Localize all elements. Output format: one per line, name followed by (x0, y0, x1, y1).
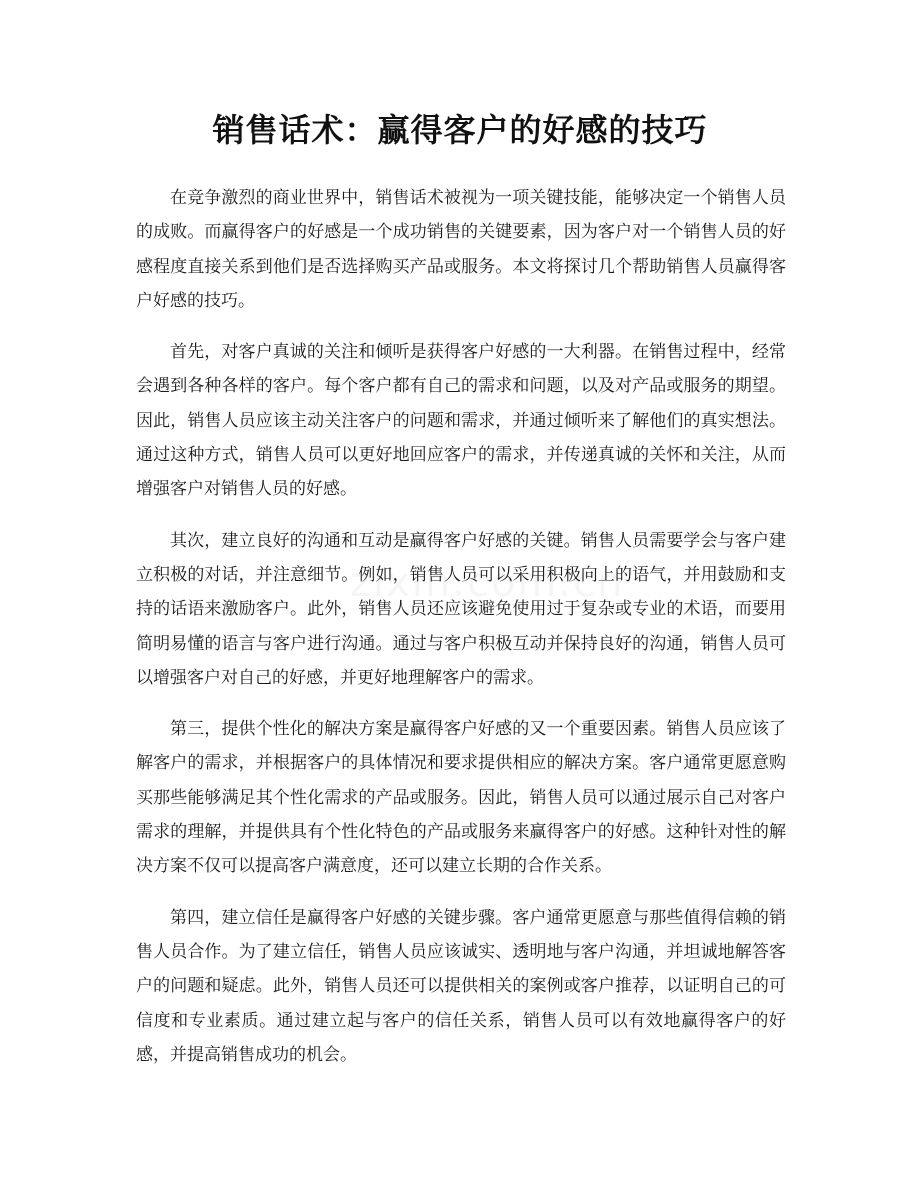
paragraph-first: 首先，对客户真诚的关注和倾听是获得客户好感的一大利器。在销售过程中，经常会遇到各种各样的客户。每个客户都有自己的需求和问题，以及对产品或服务的期望。因此，销售人员应该主动关注客户的问题和需求，并通过倾听来了解他们的真实想法。通过这种方式，销售人员可以更好地回应客户的需求，并传递真诚的关怀和关注，从而增强客户对销售人员的好感。 (136, 342, 786, 500)
paragraph-intro: 在竞争激烈的商业世界中，销售话术被视为一项关键技能，能够决定一个销售人员的成败。而赢得客户的好感是一个成功销售的关键要素，因为客户对一个销售人员的好感程度直接关系到他们是否选择购买产品或服务。本文将探讨几个帮助销售人员赢得客户好感的技巧。 (136, 188, 786, 311)
paragraph-second: 其次，建立良好的沟通和互动是赢得客户好感的关键。销售人员需要学会与客户建立积极的对话，并注意细节。例如，销售人员可以采用积极向上的语气，并用鼓励和支持的话语来激励客户。此外，销售人员还应该避免使用过于复杂或专业的术语，而要用简明易懂的语言与客户进行沟通。通过与客户积极互动并保持良好的沟通，销售人员可以增强客户对自己的好感，并更好地理解客户的需求。 (136, 530, 786, 688)
paragraph-fourth: 第四，建立信任是赢得客户好感的关键步骤。客户通常更愿意与那些值得信赖的销售人员合作。为了建立信任，销售人员应该诚实、透明地与客户沟通，并坦诚地解答客户的问题和疑虑。此外，销售人员还可以提供相关的案例或客户推荐，以证明自己的可信度和专业素质。通过建立起与客户的信任关系，销售人员可以有效地赢得客户的好感，并提高销售成功的机会。 (136, 907, 786, 1065)
document-body (136, 181, 786, 1089)
paragraph-third: 第三，提供个性化的解决方案是赢得客户好感的又一个重要因素。销售人员应该了解客户的需求，并根据客户的具体情况和要求提供相应的解决方案。客户通常更愿意购买那些能够满足其个性化需求的产品或服务。因此，销售人员可以通过展示自己对客户需求的理解，并提供具有个性化特色的产品或服务来赢得客户的好感。这种针对性的解决方案不仅可以提高客户满意度，还可以建立长期的合作关系。 (136, 719, 786, 877)
document-title: 销售话术：赢得客户的好感的技巧 (212, 111, 708, 149)
